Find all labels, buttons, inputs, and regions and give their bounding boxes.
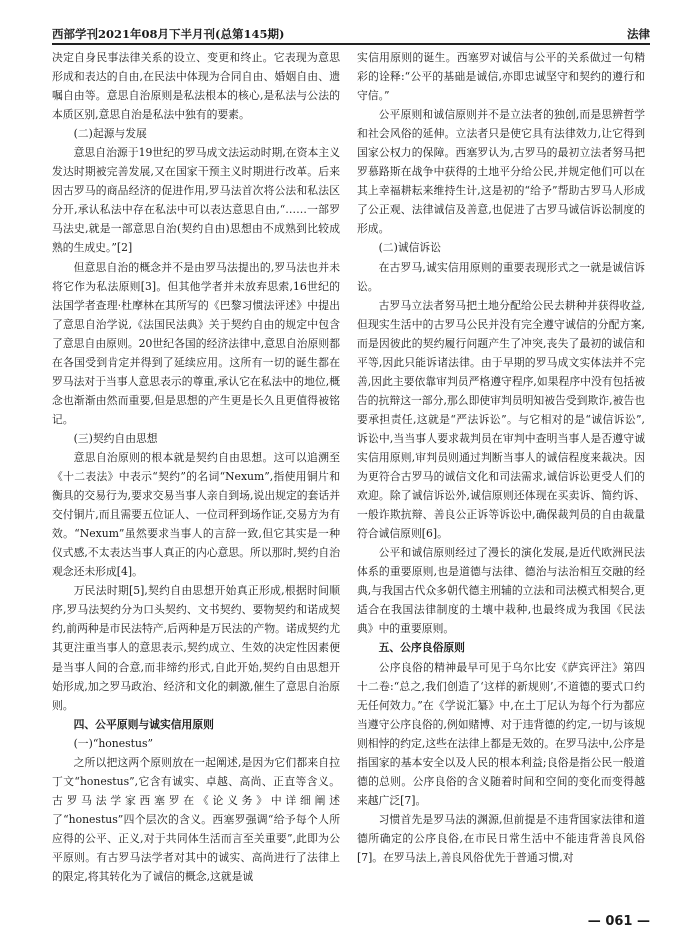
left-column	[52, 48, 340, 908]
body-paragraph: 公平和诚信原则经过了漫长的演化发展,是近代欧洲民法体系的重要原则,也是道德与法律、德治与法治相互交融的经典,与我国古代众多朝代德主刑辅的立法和司法模式相契合,更适合在我国法律制度的土壤中栽种,也最终成为我国《民法典》中的重要原则。	[357, 546, 645, 636]
body-paragraph: 实信用原则的诞生。西塞罗对诚信与公平的关系做过一句精彩的诠释:“公平的基础是诚信,亦即忠诚坚守和契约的遵行和守信。”	[357, 51, 645, 103]
section-label: 法律	[627, 27, 650, 41]
section-heading: 四、公平原则与诚实信用原则	[73, 717, 214, 731]
body-paragraph: 决定自身民事法律关系的设立、变更和终止。它表现为意思形成和表达的自由,在民法中体现为合同自由、婚姻自由、遗嘱自由等。意思自治原则是私法根本的核心,是私法与公法的本质区别,意思自治是私法中独有的要素。	[52, 51, 340, 122]
body-paragraph: 意思自治源于19世纪的罗马成文法运动时期,在资本主义发达时期被完善发展,又在国家干预主义时期进行改革。后来因古罗马的商品经济的促进作用,罗马法首次将公法和私法区分开,承认私法中存在私法中可以表达意思自由,“……一部罗马法史,就是一部意思自治(契约自由)思想由不成熟到比较成熟的生成史。”[2]	[52, 146, 340, 255]
subsection-heading: (三)契约自由思想	[73, 431, 158, 445]
section-heading: 五、公序良俗原则	[378, 641, 465, 655]
body-paragraph: 习惯首先是罗马法的渊源,但前提是不违背国家法律和道德所确定的公序良俗,在市民日常生活中不能违背善良风俗[7]。在罗马法上,善良风俗优先于普通习惯,对	[357, 812, 645, 864]
subsection-heading: (二)起源与发展	[73, 127, 147, 141]
body-paragraph: 万民法时期[5],契约自由思想开始真正形成,根据时间顺序,罗马法契约分为口头契约、文书契约、要物契约和诺成契约,前两种是市民法特产,后两种是万民法的产物。诺成契约尤其更注重当事人的意思表示,契约成立、生效的决定性因素便是当事人间的合意,而非缔约形式,自此开始,契约自由思想开始形成,加之罗马政治、经济和文化的刺激,催生了意思自治原则。	[52, 584, 340, 712]
body-paragraph: 意思自治原则的根本就是契约自由思想。这可以追溯至《十二表法》中表示“契约”的名词“Nexum”,指使用铜片和衡具的交易行为,要求交易当事人亲自到场,说出规定的套话并交付铜片,而且需要五位证人、一位司秤到场作证,交易方为有效。“Nexum”虽然要求当事人的言辞一致,但它其实是一种仪式感,不太表达当事人真正的内心意思。所以那时,契约自治观念还未形成[4]。	[52, 450, 340, 579]
body-paragraph: 公序良俗的精神最早可见于乌尔比安《萨宾评注》第四十二卷:“总之,我们创造了‘这样的新规则’,不道德的要式口约无任何效力。”在《学说汇纂》中,在土丁尼认为每个行为都应当遵守公序良俗的,例如赌博、对于违背德的约定,一切与该规则相悖的约定,这些在法律上都是无效的。在罗马法中,公序是指国家的基本安全以及人民的根本利益;良俗是指公民一般道德的总则。公序良俗的含义随着时间和空间的变化而变得越来越广泛[7]。	[357, 660, 645, 807]
header-rule	[52, 43, 650, 45]
subsection-heading: (一)“honestus”	[73, 736, 154, 750]
subsection-heading: (二)诚信诉讼	[378, 241, 442, 255]
right-column	[357, 48, 645, 908]
body-paragraph: 古罗马立法者努马把土地分配给公民去耕种并获得收益,但现实生活中的古罗马公民并没有完全遵守诚信的分配方案,而是因彼此的契约履行问题产生了冲突,丧失了最初的诚信和平等,因此只能诉诸法律。由于早期的罗马成文实体法并不完善,因此主要依靠审判员严格遵守程序,如果程序中没有包括被告的抗辩这一部分,那么即使审判员明知被告受到欺诈,被告也要承担责任,这就是“严法诉讼”。与它相对的是“诚信诉讼”,诉讼中,当当事人要求裁判员在审判中查明当事人是否遵守诚实信用原则,审判员则通过判断当事人的诚信程度来裁决。因为更符合古罗马的诚信文化和司法需求,诚信诉讼更受人们的欢迎。除了诚信诉讼外,诚信原则还体现在买卖诉、简约诉、一般诈欺抗辩、善良公正诉等诉讼中,确保裁判员的自由裁量符合诚信原则[6]。	[357, 298, 645, 541]
journal-header: 西部学刊2021年08月下半月刊(总第145期)	[52, 27, 285, 41]
body-paragraph: 在古罗马,诚实信用原则的重要表现形式之一就是诚信诉讼。	[357, 260, 645, 293]
body-paragraph: 之所以把这两个原则放在一起阐述,是因为它们都来自拉丁文“honestus”,它含有诚实、卓越、高尚、正直等含义。古罗马法学家西塞罗在《论义务》中详细阐述了“honestus”四个层次的含义。西塞罗强调“给予每个人所应得的公平、正义,对于共同体生活而言至关重要”,此即为公平原则。有古罗马法学者对其中的诚实、高尚进行了法律上的限定,将其转化为了诚信的概念,这就是诚	[52, 755, 340, 884]
body-paragraph: 但意思自治的概念并不是由罗马法提出的,罗马法也并未将它作为私法原则[3]。但其他学者并未放弃思索,16世纪的法国学者查理·杜摩林在其所写的《巴黎习惯法评述》中提出了意思自治学说,《法国民法典》关于契约自由的规定中包含了意思自由原则。20世纪各国的经济法律中,意思自治原则都在各国受到肯定并得到了延续应用。这所有一切的诞生都在罗马法对于当事人意思表示的尊重,承认它在私法中的地位,概念也渐渐由然而重要,但是思想的产生更是长久且更值得被铭记。	[52, 260, 340, 426]
body-paragraph: 公平原则和诚信原则并不是立法者的独创,而是思辨哲学和社会风俗的延伸。立法者只是使它具有法律效力,让它得到国家公权力的保障。西塞罗认为,古罗马的最初立法者努马把罗慕路斯在战争中获得的土地平分给公民,并规定他们可以在其上幸福耕耘来维持生计,这是初的“给予”帮助古罗马人形成了公正观、法律诚信及善意,也促进了古罗马诚信诉讼制度的形成。	[357, 108, 645, 236]
running-header	[52, 20, 650, 42]
page-number: — 061 —	[587, 914, 650, 929]
